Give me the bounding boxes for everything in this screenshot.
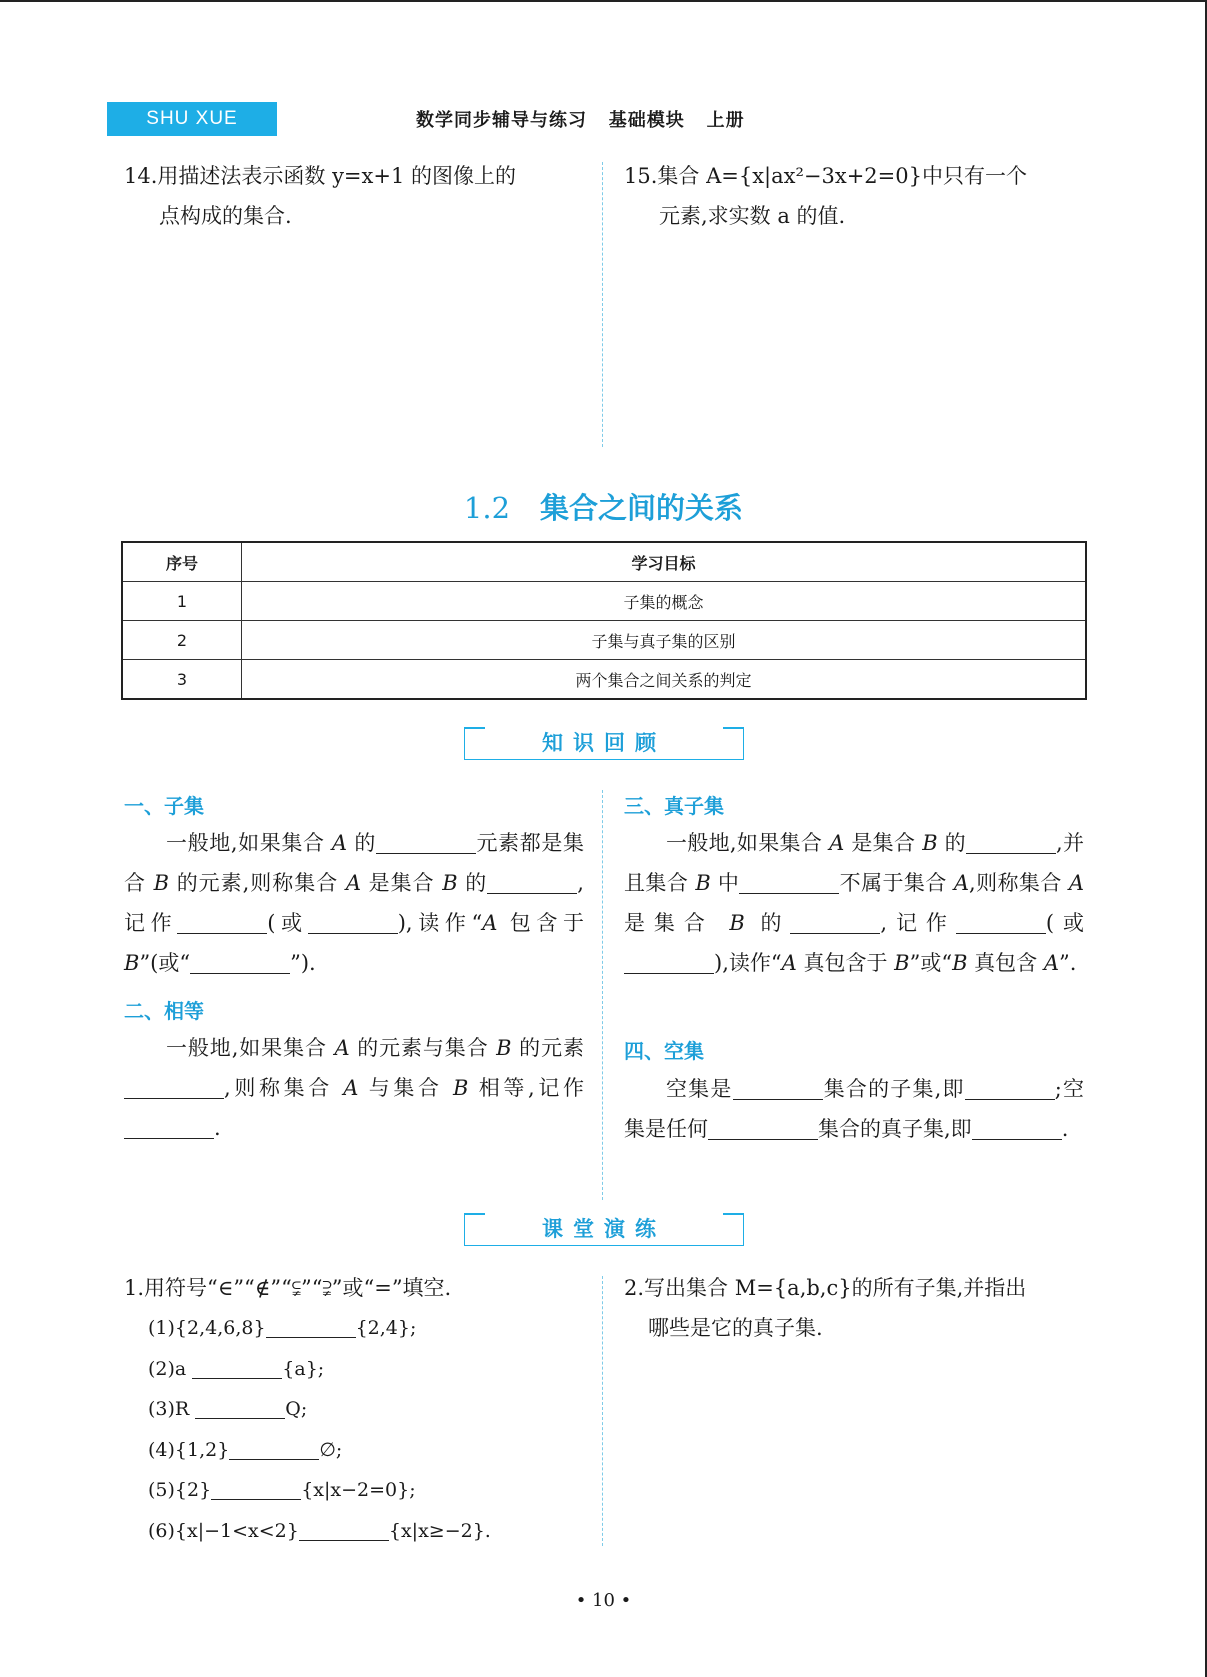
practice-item: (1){2,4,6,8} {2,4};: [148, 1308, 416, 1348]
fill-blank[interactable]: [790, 909, 880, 934]
practice-item: (2)a {a};: [148, 1349, 324, 1389]
question-15-line2: 元素,求实数 a 的值.: [659, 204, 846, 228]
fill-blank[interactable]: [965, 1075, 1055, 1100]
fill-blank[interactable]: [308, 909, 398, 934]
table-cell-index: 2: [122, 621, 242, 660]
fill-blank[interactable]: [972, 1115, 1062, 1140]
practice-item: (6){x|−1<x<2} {x|x≥−2}.: [148, 1511, 491, 1551]
table-row: [122, 660, 1086, 700]
subsection-heading: 四、空集: [624, 1039, 704, 1063]
table-cell-index: 1: [122, 582, 242, 621]
column-header-goal: 学习目标: [242, 542, 1087, 582]
column-divider: [602, 1276, 603, 1546]
section-name: 集合之间的关系: [540, 491, 744, 525]
fill-blank[interactable]: [229, 1435, 319, 1460]
practice-item: (4){1,2} ∅;: [148, 1430, 342, 1470]
fill-blank[interactable]: [190, 949, 290, 974]
subsection-heading: 二、相等: [124, 999, 204, 1023]
question-15: [624, 156, 1094, 236]
fill-blank[interactable]: [124, 1114, 214, 1139]
section-title: [0, 486, 1207, 527]
fill-blank[interactable]: [177, 909, 267, 934]
fill-blank[interactable]: [487, 869, 577, 894]
practice-box-title: 课堂演练: [464, 1213, 744, 1246]
fill-blank[interactable]: [211, 1475, 301, 1500]
fill-blank[interactable]: [733, 1075, 823, 1100]
practice-question-2: [624, 1268, 1094, 1348]
fill-blank[interactable]: [195, 1394, 285, 1419]
empty-set-definition: 空集是 集合的子集,即 ;空集是任何 集合的真子集,即 .: [624, 1077, 1084, 1141]
equality-definition: 一般地,如果集合 A 的元素与集合 B 的元素,则称集合 A 与集合 B 相等,记作.: [124, 1028, 584, 1148]
review-box-title: 知识回顾: [464, 727, 744, 760]
column-header-index: 序号: [122, 542, 242, 582]
table-cell-goal: 子集与真子集的区别: [242, 621, 1087, 660]
fill-blank[interactable]: [266, 1313, 356, 1338]
book-title: 数学同步辅导与练习 基础模块 上册: [416, 110, 745, 131]
proper-subset-definition: 一般地,如果集合 A 是集合 B 的 ,并且集合 B 中 不属于集合 A,则称集合 A 是集合 B 的 ,记作 (或),读作“A 真包含于 B”或“B 真包含 A”.: [624, 831, 1084, 975]
practice-item: (3)R Q;: [148, 1389, 307, 1429]
page-number: • 10 •: [575, 1590, 632, 1611]
table-row: [122, 621, 1086, 660]
fill-blank[interactable]: [192, 1354, 282, 1379]
subset-definition: 一般地,如果集合 A 的 元素都是集合 B 的元素,则称集合 A 是集合 B 的 ,记作 (或 ),读作“A 包含于 B”(或“ ”).: [124, 831, 584, 975]
practice-question-2-line2: 哪些是它的真子集.: [648, 1316, 823, 1340]
question-14-line1: 14.用描述法表示函数 y=x+1 的图像上的: [124, 164, 517, 188]
table-cell-goal: 两个集合之间关系的判定: [242, 660, 1087, 700]
subject-badge: SHU XUE: [107, 102, 277, 136]
fill-blank[interactable]: [966, 829, 1056, 854]
fill-blank[interactable]: [708, 1115, 818, 1140]
fill-blank[interactable]: [624, 949, 714, 974]
fill-blank[interactable]: [376, 829, 476, 854]
table-cell-index: 3: [122, 660, 242, 700]
subsection-heading: 三、真子集: [624, 794, 724, 818]
fill-blank[interactable]: [739, 869, 839, 894]
column-divider: [602, 790, 603, 1200]
practice-item: (5){2} {x|x−2=0};: [148, 1470, 416, 1510]
practice-question-1-stem: 1.用符号“∈”“∉”“⫋”“⫌”或“=”填空.: [124, 1276, 452, 1300]
question-14-line2: 点构成的集合.: [159, 204, 292, 228]
section-number: 1.2: [463, 491, 511, 525]
learning-goals-table: [121, 541, 1087, 700]
fill-blank[interactable]: [956, 909, 1046, 934]
question-14: [124, 156, 594, 236]
column-divider: [602, 162, 603, 447]
table-header-row: [122, 542, 1086, 582]
fill-blank[interactable]: [124, 1074, 224, 1099]
question-15-line1: 15.集合 A={x|ax²−3x+2=0}中只有一个: [624, 164, 1027, 188]
table-cell-goal: 子集的概念: [242, 582, 1087, 621]
page-frame-top: [0, 0, 1207, 2]
fill-blank[interactable]: [299, 1516, 389, 1541]
practice-question-2-line1: 2.写出集合 M={a,b,c}的所有子集,并指出: [624, 1276, 1027, 1300]
table-row: [122, 582, 1086, 621]
subsection-heading: 一、子集: [124, 794, 204, 818]
